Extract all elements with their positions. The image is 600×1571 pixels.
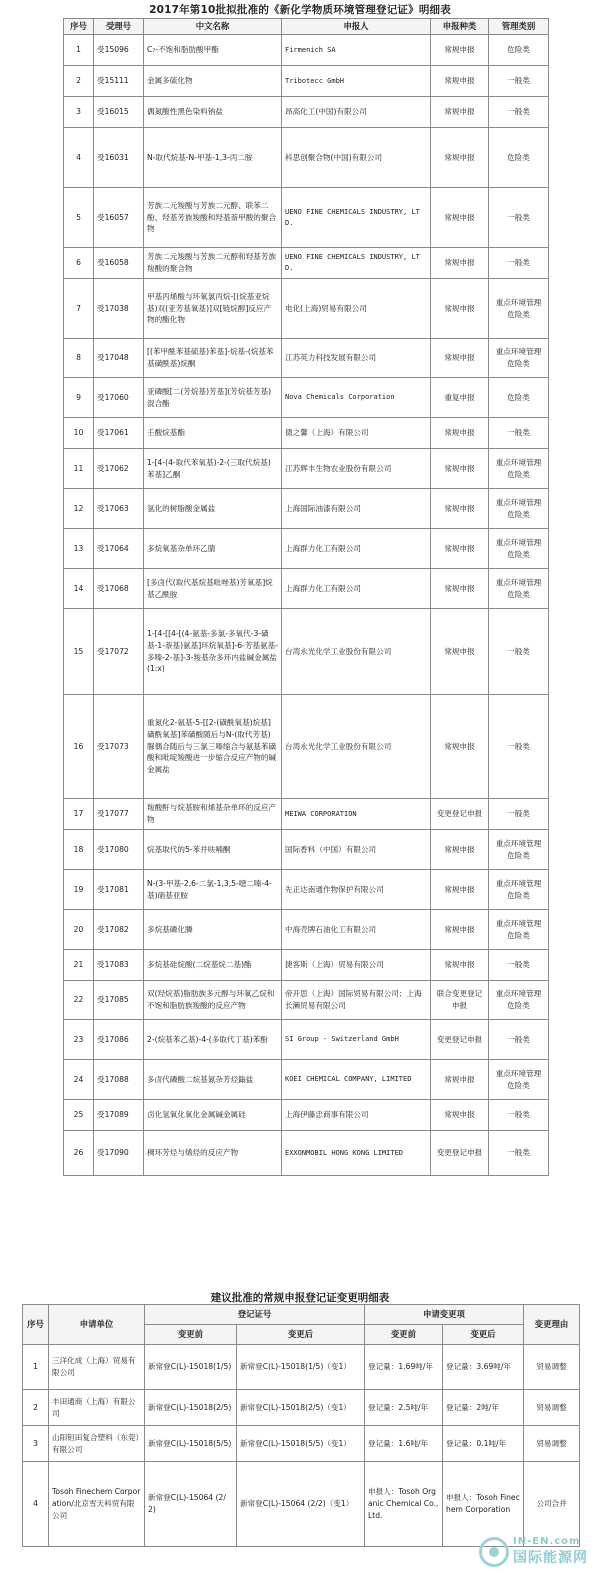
row-seq: 15 (64, 609, 94, 695)
row-seq: 12 (64, 489, 94, 529)
row-seq: 16 (64, 695, 94, 799)
row-acceptance-no: 受16015 (94, 97, 144, 128)
row-applicant: MEIWA CORPORATION (282, 799, 431, 830)
row-seq: 17 (64, 799, 94, 830)
table-row (64, 418, 549, 449)
row-seq: 8 (64, 339, 94, 378)
row-chinese-name: [多卤代(取代基烷基吡唑基)芳氧基]烷基乙酰胺 (144, 569, 282, 609)
table-row (64, 339, 549, 378)
row-applicant: SI Group - Switzerland GmbH (282, 1020, 431, 1060)
row-applicant: 江苏辉丰生物农业股份有限公司 (282, 449, 431, 489)
row-application-type: 常规申报 (431, 830, 489, 870)
row-seq: 23 (64, 1020, 94, 1060)
watermark-logo (479, 1536, 588, 1567)
table-row (64, 188, 549, 248)
row-seq: 26 (64, 1131, 94, 1176)
row-application-type: 常规申报 (431, 248, 489, 279)
table-row (64, 870, 549, 910)
header-applicant: 申报人 (282, 19, 431, 35)
row-acceptance-no: 受17061 (94, 418, 144, 449)
row-acceptance-no: 受17060 (94, 378, 144, 418)
row-acceptance-no: 受17089 (94, 1100, 144, 1131)
row-cert-after: 新常登C(L)-15064 (2/2)（变1） (237, 1462, 365, 1547)
row-acceptance-no: 受17063 (94, 489, 144, 529)
row-applicant: Tribotecc GmbH (282, 66, 431, 97)
row-chinese-name: 重氮化2-氨基-5-[[2-(磺酰氧基)烷基]磺酰氧基]苯磺酸随后与N-(取代芳基)脲偶合随后与三氯三嗪缩合与氨基苯磺酸和吡啶羧酸进一步缩合反应产物的碱金属盐 (144, 695, 282, 799)
row-application-type: 变更登记申报 (431, 1020, 489, 1060)
row-seq: 6 (64, 248, 94, 279)
row-seq: 4 (64, 128, 94, 188)
row-seq: 11 (64, 449, 94, 489)
row-management-category: 危险类 (489, 128, 549, 188)
row-management-category: 一般类 (489, 1131, 549, 1176)
header2-company: 申请单位 (49, 1305, 145, 1345)
row-applicant: 帝开思（上海）国际贸易有限公司；上海长濑贸易有限公司 (282, 981, 431, 1020)
row-acceptance-no: 受17077 (94, 799, 144, 830)
row-seq: 19 (64, 870, 94, 910)
row-chinese-name: 亚磷酸[二(芳烷基)芳基](芳烷基芳基)混合酯 (144, 378, 282, 418)
table2-title: 建议批准的常规申报登记证变更明细表 (210, 1292, 390, 1304)
row-application-type: 常规申报 (431, 128, 489, 188)
row-seq: 10 (64, 418, 94, 449)
row-chinese-name: 羧酸酐与烷基胺和烯基杂单环的反应产物 (144, 799, 282, 830)
row-chinese-name: 壬酸烷基酯 (144, 418, 282, 449)
row-chinese-name: 卤化氢氧化氧化金属碱金属硅 (144, 1100, 282, 1131)
row-acceptance-no: 受17088 (94, 1060, 144, 1100)
table-row (64, 1100, 549, 1131)
row-application-type: 常规申报 (431, 529, 489, 569)
row-chinese-name: N-取代烷基-N-甲基-1,3-丙二胺 (144, 128, 282, 188)
row-management-category: 重点环境管理危险类 (489, 830, 549, 870)
row-item-before: 申报人：Tosoh Organic Chemical Co., Ltd. (365, 1462, 443, 1547)
row-acceptance-no: 受17048 (94, 339, 144, 378)
row-applicant: 捷客斯（上海）贸易有限公司 (282, 950, 431, 981)
table-row (64, 35, 549, 66)
row-reason: 贸易调整 (524, 1345, 580, 1390)
row-reason: 贸易调整 (524, 1390, 580, 1426)
table-row (64, 378, 549, 418)
table-row (23, 1462, 580, 1547)
row-application-type: 常规申报 (431, 950, 489, 981)
row-application-type: 变更登记申报 (431, 799, 489, 830)
row-item-after: 登记量：0.1吨/年 (443, 1426, 524, 1462)
table-row (64, 569, 549, 609)
row-reason: 贸易调整 (524, 1426, 580, 1462)
row-seq: 25 (64, 1100, 94, 1131)
row-seq: 2 (64, 66, 94, 97)
row-seq: 1 (23, 1345, 49, 1390)
row-acceptance-no: 受17080 (94, 830, 144, 870)
header-application-type: 申报种类 (431, 19, 489, 35)
row-seq: 5 (64, 188, 94, 248)
row-company: 山阳钽田复合塑料（东莞）有限公司 (49, 1426, 145, 1462)
row-management-category: 一般类 (489, 188, 549, 248)
row-acceptance-no: 受17038 (94, 279, 144, 339)
row-applicant: 中海壳牌石油化工有限公司 (282, 910, 431, 950)
row-item-before: 登记量：1.6吨/年 (365, 1426, 443, 1462)
table1-header-row (64, 19, 549, 35)
row-item-after: 申报人：Tosoh Finechem Corporation (443, 1462, 524, 1547)
table-row (64, 449, 549, 489)
row-management-category: 重点环境管理危险类 (489, 489, 549, 529)
row-application-type: 常规申报 (431, 97, 489, 128)
row-applicant: 台湾永光化学工业股份有限公司 (282, 609, 431, 695)
row-application-type: 常规申报 (431, 449, 489, 489)
row-seq: 20 (64, 910, 94, 950)
row-cert-after: 新常登C(L)-15018(5/5)（变1） (237, 1426, 365, 1462)
row-management-category: 重点环境管理危险类 (489, 569, 549, 609)
row-applicant: 上海群力化工有限公司 (282, 569, 431, 609)
row-chinese-name: C₇-不饱和脂肪酸甲酯 (144, 35, 282, 66)
table-row (23, 1390, 580, 1426)
row-chinese-name: N-(3-甲基-2,6-二氯-1,3,5-噁二嗪-4-基)硝基亚胺 (144, 870, 282, 910)
row-chinese-name: 多卤代磷酸二烷基氮杂芳烃鎓盐 (144, 1060, 282, 1100)
header2-reason: 变更理由 (524, 1305, 580, 1345)
table-row (23, 1426, 580, 1462)
row-seq: 9 (64, 378, 94, 418)
row-management-category: 一般类 (489, 248, 549, 279)
row-seq: 2 (23, 1390, 49, 1426)
row-management-category: 重点环境管理危险类 (489, 1060, 549, 1100)
header2-seq: 序号 (23, 1305, 49, 1345)
row-application-type: 重复申报 (431, 378, 489, 418)
row-acceptance-no: 受17090 (94, 1131, 144, 1176)
row-application-type: 常规申报 (431, 489, 489, 529)
row-acceptance-no: 受17072 (94, 609, 144, 695)
row-chinese-name: 2-(烷基苯乙基)-4-(多取代丁基)苯酚 (144, 1020, 282, 1060)
table-row (64, 1060, 549, 1100)
row-acceptance-no: 受17073 (94, 695, 144, 799)
row-applicant: UENO FINE CHEMICALS INDUSTRY, LTD. (282, 248, 431, 279)
row-chinese-name: 偶氮酸性黑色染料钠盐 (144, 97, 282, 128)
row-applicant: 电化(上海)贸易有限公司 (282, 279, 431, 339)
row-management-category: 一般类 (489, 66, 549, 97)
table-row (64, 66, 549, 97)
row-item-after: 登记量：3.69吨/年 (443, 1345, 524, 1390)
row-acceptance-no: 受16057 (94, 188, 144, 248)
row-management-category: 一般类 (489, 609, 549, 695)
row-application-type: 常规申报 (431, 870, 489, 910)
row-item-after: 登记量：2吨/年 (443, 1390, 524, 1426)
row-chinese-name: 1-[4-(4-取代苯氧基)-2-(三取代烷基)苯基]乙酮 (144, 449, 282, 489)
row-applicant: 昂高化工(中国)有限公司 (282, 97, 431, 128)
row-acceptance-no: 受17081 (94, 870, 144, 910)
row-acceptance-no: 受17062 (94, 449, 144, 489)
table-row (64, 981, 549, 1020)
table-row (64, 128, 549, 188)
row-management-category: 重点环境管理危险类 (489, 449, 549, 489)
row-chinese-name: [(苯甲酰苯基硫基)苯基]-烷基-(烷基苯基磺酰基)烷酮 (144, 339, 282, 378)
row-seq: 1 (64, 35, 94, 66)
row-item-before: 登记量：2.5吨/年 (365, 1390, 443, 1426)
row-chinese-name: 多烷基硅烷酸(二烷基烷二基)酯 (144, 950, 282, 981)
row-acceptance-no: 受17085 (94, 981, 144, 1020)
table-row (64, 830, 549, 870)
registration-table (63, 18, 549, 1176)
row-management-category: 一般类 (489, 1020, 549, 1060)
header-seq: 序号 (64, 19, 94, 35)
row-application-type: 常规申报 (431, 1100, 489, 1131)
row-item-before: 登记量：1.69吨/年 (365, 1345, 443, 1390)
row-applicant: 国际香料（中国）有限公司 (282, 830, 431, 870)
row-application-type: 常规申报 (431, 418, 489, 449)
globe-icon (479, 1537, 509, 1567)
row-cert-after: 新常登C(L)-15018(1/5)（变1） (237, 1345, 365, 1390)
row-applicant: 先正达南通作物保护有限公司 (282, 870, 431, 910)
watermark-top-text: IN-EN.com (513, 1536, 581, 1547)
header-acceptance-no: 受理号 (94, 19, 144, 35)
row-chinese-name: 芳族二元羧酸与芳族二元醇、联苯二酚、羟基芳族羧酸和羟基萘甲酸的聚合物 (144, 188, 282, 248)
row-chinese-name: 1-[4-[[4-[(4-氨基-多氯-多氧代-3-磺基-1-萘基)氨基]环烷氧基]-6-芳基氨基-多嗪-2-基]-3-羧基杂多环内盐碱金属盐 (1:x) (144, 609, 282, 695)
row-seq: 4 (23, 1462, 49, 1547)
row-applicant: UENO FINE CHEMICALS INDUSTRY, LTD. (282, 188, 431, 248)
row-management-category: 一般类 (489, 1100, 549, 1131)
header2-cert-before: 变更前 (145, 1325, 237, 1345)
row-acceptance-no: 受17082 (94, 910, 144, 950)
row-cert-after: 新常登C(L)-15018(2/5)（变1） (237, 1390, 365, 1426)
header-management-category: 管理类别 (489, 19, 549, 35)
row-applicant: 上海伊藤忠商事有限公司 (282, 1100, 431, 1131)
header2-change-item: 申请变更项 (365, 1305, 524, 1325)
row-chinese-name: 氢化的树脂酸金属盐 (144, 489, 282, 529)
row-seq: 14 (64, 569, 94, 609)
row-application-type: 常规申报 (431, 66, 489, 97)
table-row (64, 799, 549, 830)
row-application-type: 常规申报 (431, 569, 489, 609)
row-applicant: EXXONMOBIL HONG KONG LIMITED (282, 1131, 431, 1176)
row-applicant: Nova Chemicals Corporation (282, 378, 431, 418)
header2-item-before: 变更前 (365, 1325, 443, 1345)
row-seq: 3 (23, 1426, 49, 1462)
table-row (23, 1345, 580, 1390)
row-acceptance-no: 受16031 (94, 128, 144, 188)
row-reason: 公司合并 (524, 1462, 580, 1547)
row-seq: 24 (64, 1060, 94, 1100)
row-applicant: 德之馨（上海）有限公司 (282, 418, 431, 449)
table-row (64, 97, 549, 128)
row-application-type: 常规申报 (431, 35, 489, 66)
row-cert-before: 新常登C(L)-15018(5/5) (145, 1426, 237, 1462)
row-chinese-name: 双(羟烷基)脂肪族多元醇与环氧乙烷和不饱和脂肪族羧酸的反应产物 (144, 981, 282, 1020)
row-management-category: 重点环境管理危险类 (489, 279, 549, 339)
table-row (64, 489, 549, 529)
row-acceptance-no: 受15096 (94, 35, 144, 66)
row-application-type: 常规申报 (431, 609, 489, 695)
row-application-type: 变更登记申报 (431, 1131, 489, 1176)
row-management-category: 一般类 (489, 695, 549, 799)
row-management-category: 一般类 (489, 418, 549, 449)
row-chinese-name: 烷基取代的5-苯并呋喃酮 (144, 830, 282, 870)
row-application-type: 常规申报 (431, 695, 489, 799)
row-management-category: 危险类 (489, 35, 549, 66)
table-row (64, 695, 549, 799)
row-acceptance-no: 受17086 (94, 1020, 144, 1060)
row-seq: 18 (64, 830, 94, 870)
row-application-type: 常规申报 (431, 279, 489, 339)
row-application-type: 常规申报 (431, 910, 489, 950)
row-management-category: 重点环境管理危险类 (489, 910, 549, 950)
row-applicant: 台湾永光化学工业股份有限公司 (282, 695, 431, 799)
row-chinese-name: 金属多硫化物 (144, 66, 282, 97)
row-chinese-name: 多烷氧基杂单环乙腈 (144, 529, 282, 569)
row-acceptance-no: 受17083 (94, 950, 144, 981)
row-seq: 3 (64, 97, 94, 128)
row-acceptance-no: 受16058 (94, 248, 144, 279)
row-cert-before: 新常登C(L)-15018(2/5) (145, 1390, 237, 1426)
row-applicant: 科思创聚合物(中国)有限公司 (282, 128, 431, 188)
row-acceptance-no: 受17064 (94, 529, 144, 569)
row-applicant: KOEI CHEMICAL COMPANY, LIMITED (282, 1060, 431, 1100)
row-management-category: 一般类 (489, 950, 549, 981)
row-company: Tosoh Finechem Corporation/北京雪天科贸有限公司 (49, 1462, 145, 1547)
row-acceptance-no: 受15111 (94, 66, 144, 97)
row-management-category: 一般类 (489, 97, 549, 128)
row-seq: 21 (64, 950, 94, 981)
row-management-category: 一般类 (489, 799, 549, 830)
row-chinese-name: 稠环芳烃与烯烃的反应产物 (144, 1131, 282, 1176)
header-chinese-name: 中文名称 (144, 19, 282, 35)
row-company: 丰田通商（上海）有限公司 (49, 1390, 145, 1426)
table1-title: 2017年第10批拟批准的《新化学物质环境管理登记证》明细表 (149, 4, 451, 16)
change-table (22, 1304, 580, 1547)
table2-header-row-1 (23, 1305, 580, 1325)
table-row (64, 279, 549, 339)
table-row (64, 248, 549, 279)
row-seq: 22 (64, 981, 94, 1020)
table-row (64, 529, 549, 569)
row-application-type: 常规申报 (431, 188, 489, 248)
row-management-category: 危险类 (489, 378, 549, 418)
row-acceptance-no: 受17068 (94, 569, 144, 609)
row-cert-before: 新常登C(L)-15018(1/5) (145, 1345, 237, 1390)
row-chinese-name: 芳族二元羧酸与芳族二元醇和羟基芳族羧酸的聚合物 (144, 248, 282, 279)
row-applicant: Firmenich SA (282, 35, 431, 66)
header2-cert: 登记证号 (145, 1305, 365, 1325)
row-application-type: 联合变更登记申报 (431, 981, 489, 1020)
row-management-category: 重点环境管理危险类 (489, 529, 549, 569)
table-row (64, 1020, 549, 1060)
row-chinese-name: 甲基丙烯酸与环氧氯丙烷-[(烷基亚烷基)双(亚芳基氧基)]双[链烷醇]反应产物的酯化物 (144, 279, 282, 339)
watermark-bottom-text: 国际能源网 (513, 1550, 588, 1566)
row-management-category: 重点环境管理危险类 (489, 339, 549, 378)
row-applicant: 江苏英力科技发展有限公司 (282, 339, 431, 378)
table-row (64, 910, 549, 950)
table-row (64, 609, 549, 695)
row-management-category: 重点环境管理危险类 (489, 870, 549, 910)
header2-item-after: 变更后 (443, 1325, 524, 1345)
row-cert-before: 新常登C(L)-15064 (2/2) (145, 1462, 237, 1547)
row-application-type: 常规申报 (431, 1060, 489, 1100)
row-seq: 7 (64, 279, 94, 339)
row-applicant: 上海群力化工有限公司 (282, 529, 431, 569)
row-seq: 13 (64, 529, 94, 569)
row-applicant: 上海国际油漆有限公司 (282, 489, 431, 529)
row-company: 三洋化成（上海）贸易有限公司 (49, 1345, 145, 1390)
header2-cert-after: 变更后 (237, 1325, 365, 1345)
row-management-category: 重点环境管理危险类 (489, 981, 549, 1020)
table-row (64, 950, 549, 981)
row-chinese-name: 多烷基磷化膦 (144, 910, 282, 950)
row-application-type: 常规申报 (431, 339, 489, 378)
table-row (64, 1131, 549, 1176)
